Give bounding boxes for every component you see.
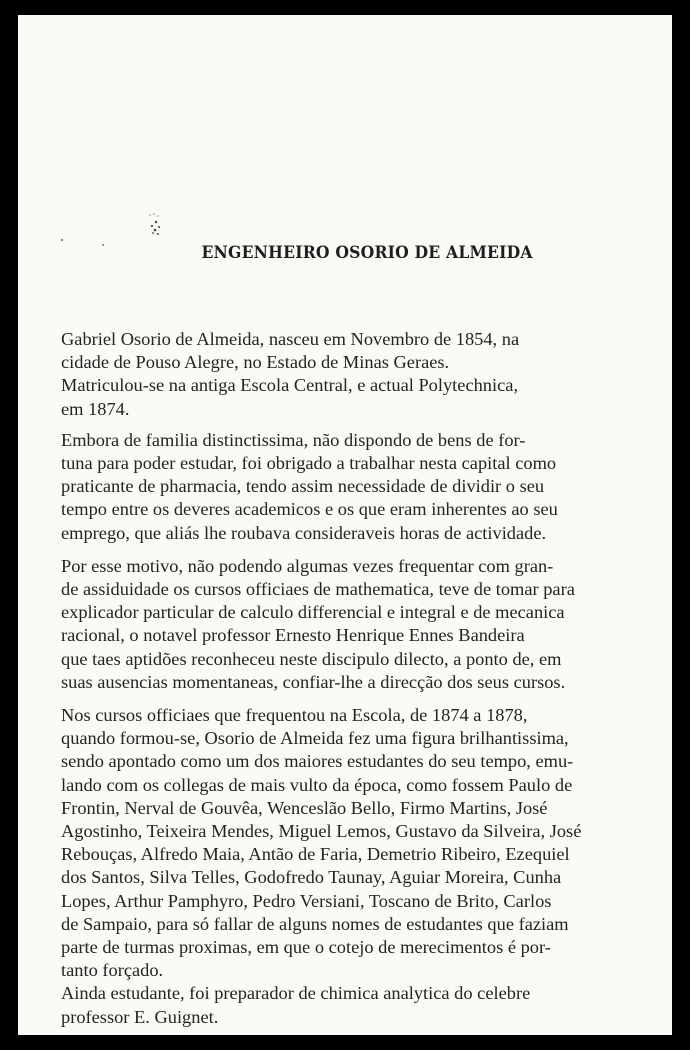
- paragraph-studies: Por esse motivo, não podendo algumas vezes frequentar com gran- de assiduidade os cursos officiaes de mathematica, teve de tomar para explicador particular de calculo differencial e integral e de mecanica racional, o notavel professor Ernesto Henrique Ennes Bandeira que taes aptidões reconheceu neste discipulo dilecto, a ponto de, em suas ausencias momentaneas, confiar-lhe a direcção dos seus cursos.: [61, 555, 575, 692]
- page-title: ENGENHEIRO OSORIO DE ALMEIDA: [201, 243, 533, 263]
- paragraph-preparador: Ainda estudante, foi preparador de chimica analytica do celebre professor E. Guignet.: [61, 983, 531, 1027]
- paragraph-birth: Gabriel Osorio de Almeida, nasceu em Novembro de 1854, na cidade de Pouso Alegre, no Estado de Minas Geraes.: [61, 329, 520, 373]
- article-body: [61, 328, 631, 1029]
- paragraph-family: Embora de familia distinctissima, não dispondo de bens de for- tuna para poder estudar, foi obrigado a trabalhar nesta capital como praticante de pharmacia, tendo assim necessidade de dividir o seu tempo entre os deveres academicos e os que eram inherentes ao seu emprego, que aliás lhe roubava consideraveis horas de actividade.: [61, 429, 558, 543]
- paragraph-matriculation: Matriculou-se na antiga Escola Central, e actual Polytechnica, em 1874.: [61, 375, 519, 419]
- paragraph-courses: Nos cursos officiaes que frequentou na Escola, de 1874 a 1878, quando formou-se, Osorio de Almeida fez uma figura brilhantissima, sendo apontado como um dos maiores estudantes do seu tempo, emu- lando com os collegas de mais vulto da época, como fossem Paulo de Frontin, Nerval de Gouvêa, Wenceslão Bello, Firmo Martins, José Agostinho, Teixeira Mendes, Miguel Lemos, Gustavo da Silveira, José Rebouças, Alfredo Maia, Antão de Faria, Demetrio Ribeiro, Ezequiel dos Santos, Silva Telles, Godofredo Taunay, Aguiar Moreira, Cunha Lopes, Arthur Pamphyro, Pedro Versiani, Toscano de Brito, Carlos de Sampaio, para só fallar de alguns nomes de estudantes que faziam parte de turmas proximas, em que o cotejo de merecimentos é por- tanto forçado.: [61, 705, 582, 981]
- scanned-page: [18, 15, 672, 1035]
